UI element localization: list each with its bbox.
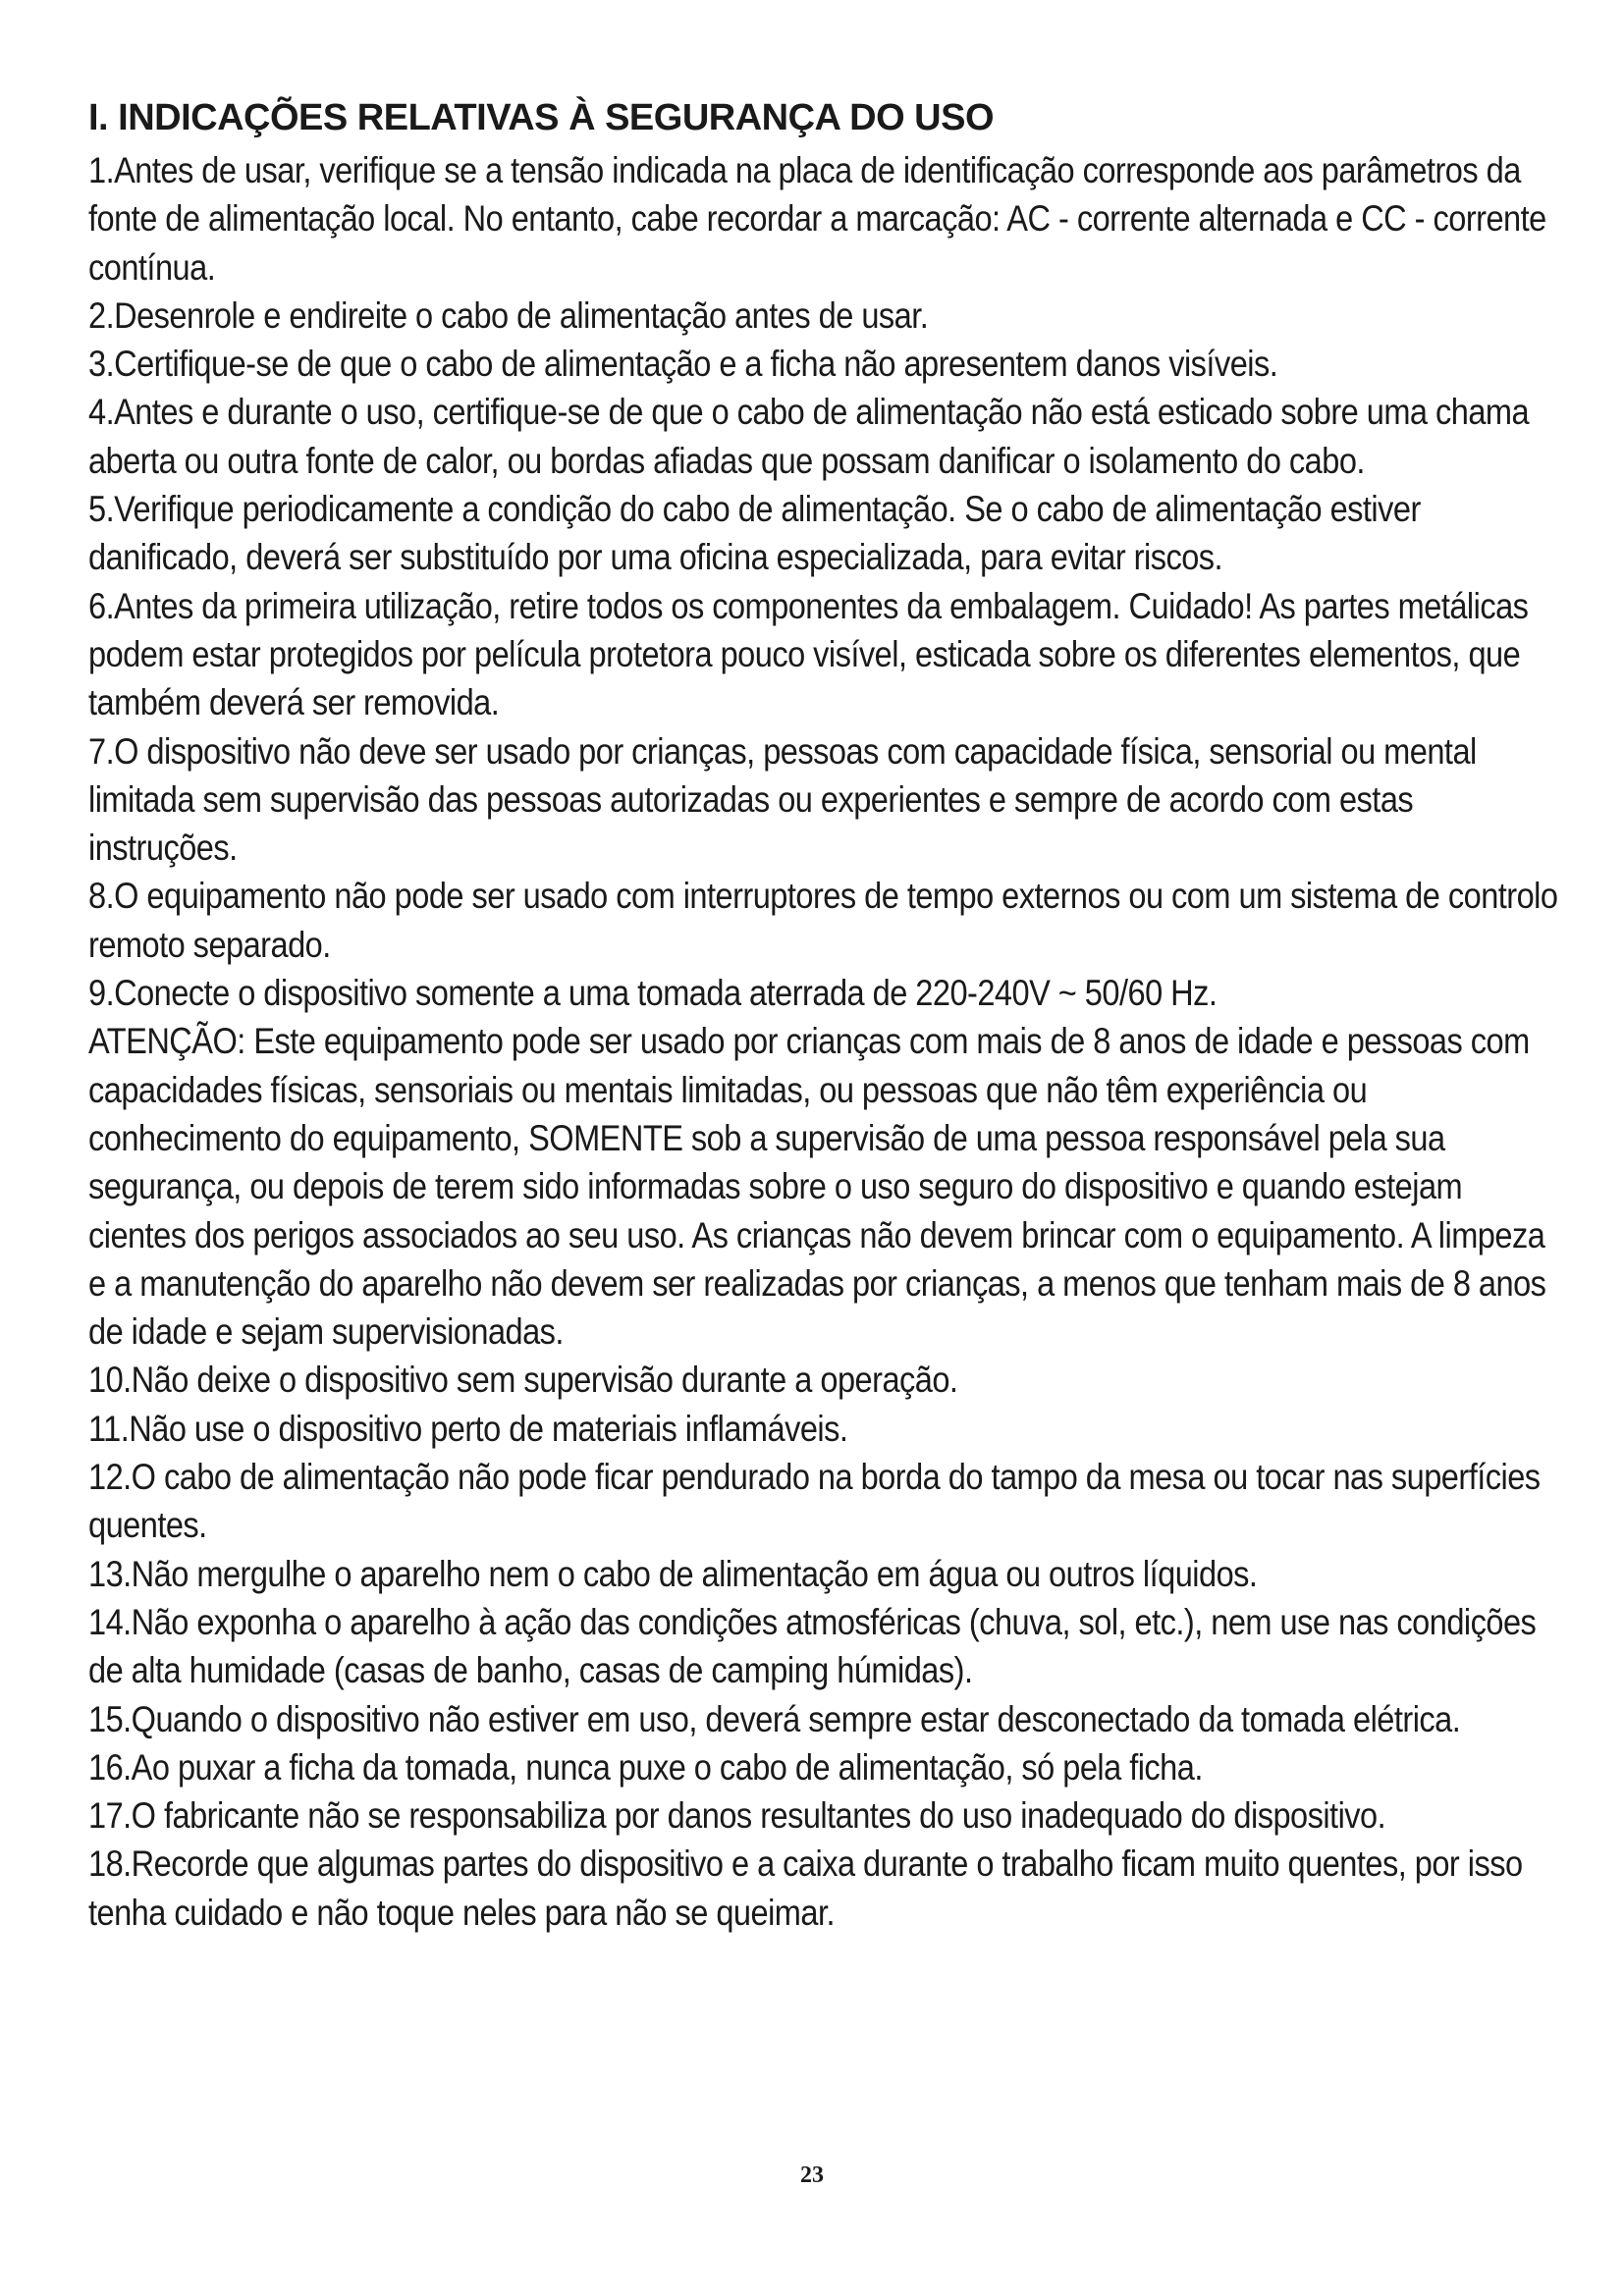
instruction-item-6: 6.Antes da primeira utilização, retire todos os componentes da embalagem. Cuidado! As partes metálicas podem estar protegidos por película protetora pouco visível, esticada sobre os diferentes elementos, que também deverá ser removida. [88,585,1529,723]
instruction-item-14: 14.Não exponha o aparelho à ação das condições atmosféricas (chuva, sol, etc.), nem use nas condições de alta humidade (casas de banho, casas de camping húmidas). [88,1601,1537,1691]
instruction-item-10: 10.Não deixe o dispositivo sem supervisão durante a operação. [88,1360,958,1401]
instruction-item-5: 5.Verifique periodicamente a condição do cabo de alimentação. Se o cabo de alimentação estiver danificado, deverá ser substituído por uma oficina especializada, para evitar riscos. [88,489,1421,578]
instruction-item-2: 2.Desenrole e endireite o cabo de alimentação antes de usar. [88,294,929,336]
instruction-item-7: 7.O dispositivo não deve ser usado por crianças, pessoas com capacidade física, sensorial ou mental limitada sem supervisão das pessoas autorizadas ou experientes e sempre de acordo com estas instruções. [88,730,1477,869]
instruction-item-12: 12.O cabo de alimentação não pode ficar pendurado na borda do tampo da mesa ou tocar nas superfícies quentes. [88,1457,1541,1546]
instruction-item-8: 8.O equipamento não pode ser usado com interruptores de tempo externos ou com um sistema de controlo remoto separado. [88,876,1558,965]
section-heading: I. INDICAÇÕES RELATIVAS À SEGURANÇA DO USO [88,97,995,138]
instruction-item-9: 9.Conecte o dispositivo somente a uma tomada aterrada de 220-240V ~ 50/60 Hz. [88,973,1218,1014]
page-number: 23 [800,2163,824,2188]
instruction-item-3: 3.Certifique-se de que o cabo de alimentação e a ficha não apresentem danos visíveis. [88,344,1278,385]
instruction-item-4: 4.Antes e durante o uso, certifique-se de que o cabo de alimentação não está esticado sobre uma chama aberta ou outra fonte de calor, ou bordas afiadas que possam danificar o isolamento do cabo. [88,392,1530,481]
attention-paragraph: ATENÇÃO: Este equipamento pode ser usado por crianças com mais de 8 anos de idade e pessoas com capacidades físicas, sensoriais ou mentais limitadas, ou pessoas que não têm experiência ou conhecimento do equipamento, SOMENTE sob a supervisão de uma pessoa responsável pela sua segurança, ou depois de terem sido informadas sobre o uso seguro do dispositivo e quando estejam cientes dos perigos associados ao seu uso. As crianças não devem brincar com o equipamento. A limpeza e a manutenção do aparelho não devem ser realizadas por crianças, a menos que tenham mais de 8 anos de idade e sejam supervisionadas. [88,1021,1546,1353]
instruction-item-15: 15.Quando o dispositivo não estiver em uso, deverá sempre estar desconectado da tomada elétrica. [88,1698,1461,1739]
instruction-item-11: 11.Não use o dispositivo perto de materiais inflamáveis. [88,1408,848,1449]
instruction-item-16: 16.Ao puxar a ficha da tomada, nunca puxe o cabo de alimentação, só pela ficha. [88,1746,1203,1788]
instruction-item-1: 1.Antes de usar, verifique se a tensão indicada na placa de identificação corresponde aos parâmetros da fonte de alimentação local. No entanto, cabe recordar a marcação: AC - corrente alternada e CC - corrente contínua. [88,150,1546,288]
instruction-item-17: 17.O fabricante não se responsabiliza por danos resultantes do uso inadequado do dispositivo. [88,1795,1386,1837]
instruction-item-18: 18.Recorde que algumas partes do dispositivo e a caixa durante o trabalho ficam muito quentes, por isso tenha cuidado e não toque neles para não se queimar. [88,1843,1523,1933]
document-body [88,93,1561,1937]
instruction-item-13: 13.Não mergulhe o aparelho nem o cabo de alimentação em água ou outros líquidos. [88,1553,1258,1594]
